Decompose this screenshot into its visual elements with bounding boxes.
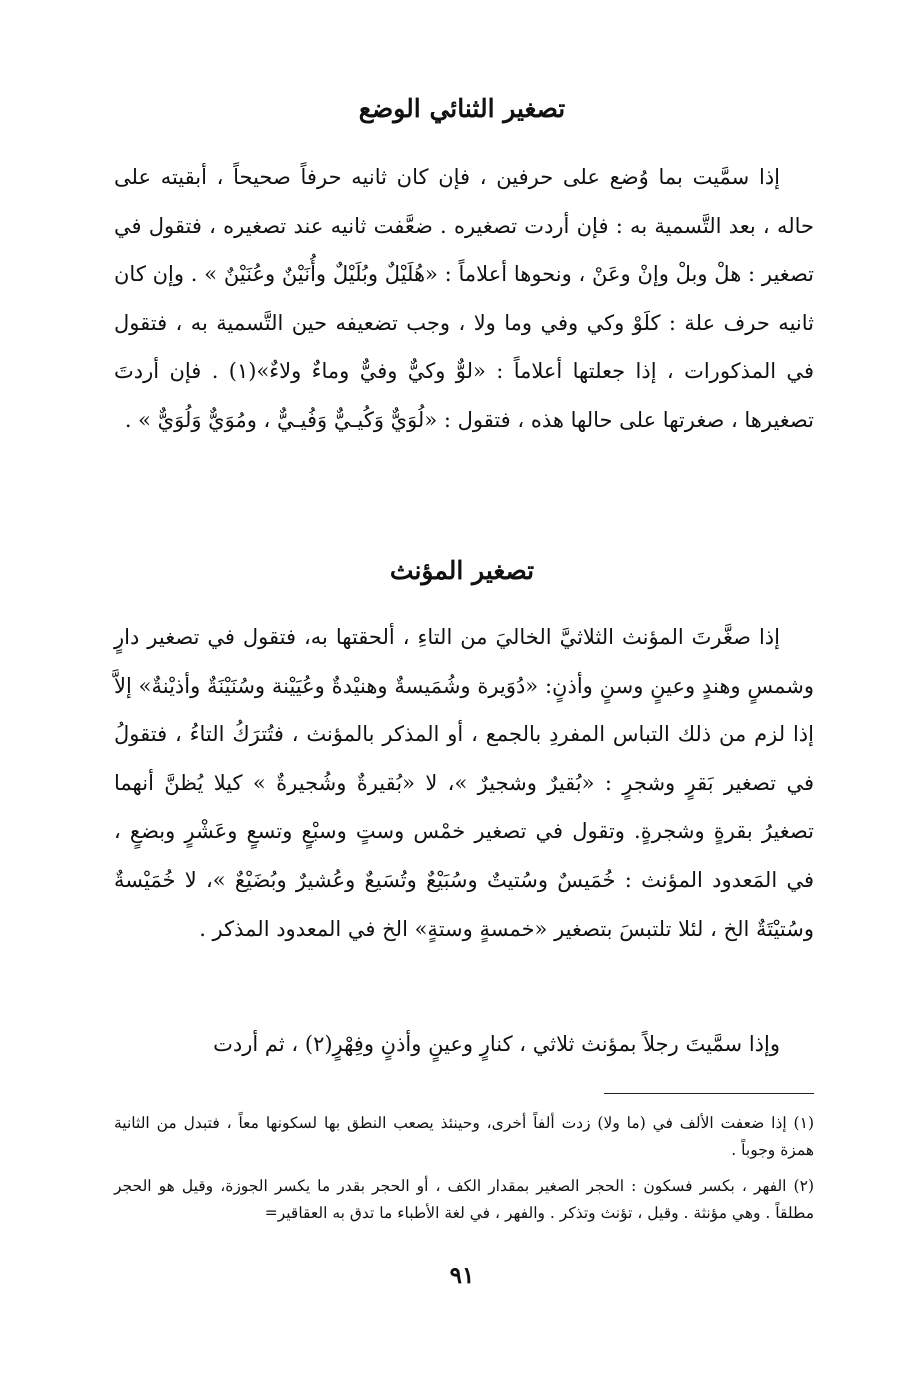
paragraph-feminine-diminutive: إذا صغَّرتَ المؤنث الثلاثيَّ الخاليَ من التاءِ ، ألحقتها به، فتقول في تصغير دارٍ وشمسٍ وهندٍ وعينٍ وسنٍ وأذنٍ: «دُوَيرة وشُمَيسةٌ وهنيْدةٌ وعُيَيْنة وسُنَيْنَةٌ وأذيْنةٌ» إلاَّ إذا لزم من ذلك التباس المفردِ بالجمع ، أو المذكر بالمؤنث ، فتُترَكُ التاءُ ، فتقولُ في تصغير بَقرٍ وشجرٍ : «بُقيرٌ وشجيرٌ »، لا «بُقيرةٌ وشُجيرةٌ » كيلا يُظنَّ أنهما تصغيرُ بقرةٍ وشجرةٍ. وتقول في تصغير خمْس وستٍ وسبْعٍ وتسعٍ وعَشْرٍ وبضعٍ ، في المَعدود المؤنث : خُمَيسٌ وسُتيتٌ وسُبَيْعٌ وتُسَيعٌ وعُشيرٌ وبُضَيْعٌ »، لا خُمَيْسةٌ وسُتيْتَةٌ الخ ، لئلا تلتبسَ بتصغير «خمسةٍ وستةٍ» الخ في المعدود المذكر . [114, 625, 814, 941]
paragraph-naming-with-feminine: وإذا سمَّيتَ رجلاً بمؤنث ثلاثي ، كنارٍ وعينٍ وأذنٍ وفِهْرٍ(٢) ، ثم أردت [213, 1032, 780, 1056]
footnote-1 [114, 1110, 814, 1164]
footnote-1-text: إذا ضعفت الألف في (ما ولا) زدت ألفاً أخرى، وحينئذ يصعب النطق بها لسكونها معاً ، فتبدل من الثانية همزة وجوباً . [114, 1114, 814, 1159]
footnote-2-number: (٢) [793, 1177, 814, 1195]
section-title-binary-diminutive: تصغير الثنائي الوضع [358, 94, 566, 123]
section-title-feminine-diminutive: تصغير المؤنث [389, 556, 535, 585]
footnote-2-text: الفهر ، بكسر فسكون : الحجر الصغير بمقدار الكف ، أو الحجر بقدر ما يكسر الجوزة، وقيل هو الحجر مطلقاً . وهي مؤنثة . وقيل ، تؤنث وتذكر . والفهر ، في لغة الأطباء ما تدق به العقاقير= [114, 1177, 814, 1222]
footnote-2 [114, 1173, 814, 1227]
footnote-separator [604, 1093, 814, 1094]
page-number: ٩١ [449, 1262, 475, 1289]
paragraph-binary-diminutive: إذا سمَّيت بما وُضع على حرفين ، فإن كان ثانيه حرفاً صحيحاً ، أبقيته على حاله ، بعد التَّسمية به : فإن أردت تصغيره . ضعَّفت ثانيه عند تصغيره ، فتقول في تصغير : هلْ وبلْ وإنْ وعَنْ ، ونحوها أعلاماً : «هُلَيْلٌ وبُلَيْلٌ وأُنَيْنٌ وعُنَيْنٌ » . وإن كان ثانيه حرف علة : كلَوْ وكي وفي وما ولا ، وجب تضعيفه حين التَّسمية به ، فتقول في المذكورات ، إذا جعلتها أعلاماً : «لوٌّ وكيٌّ وفيٌّ وماءٌ ولاءٌ»(١) . فإن أردتَ تصغيرها ، صغرتها على حالها هذه ، فتقول : «لُوَيٌّ وَكُيـيٌّ وَفُيـيٌّ ، ومُوَيٌّ وَلُوَيٌّ » . [114, 165, 814, 432]
footnote-1-number: (١) [793, 1114, 814, 1132]
